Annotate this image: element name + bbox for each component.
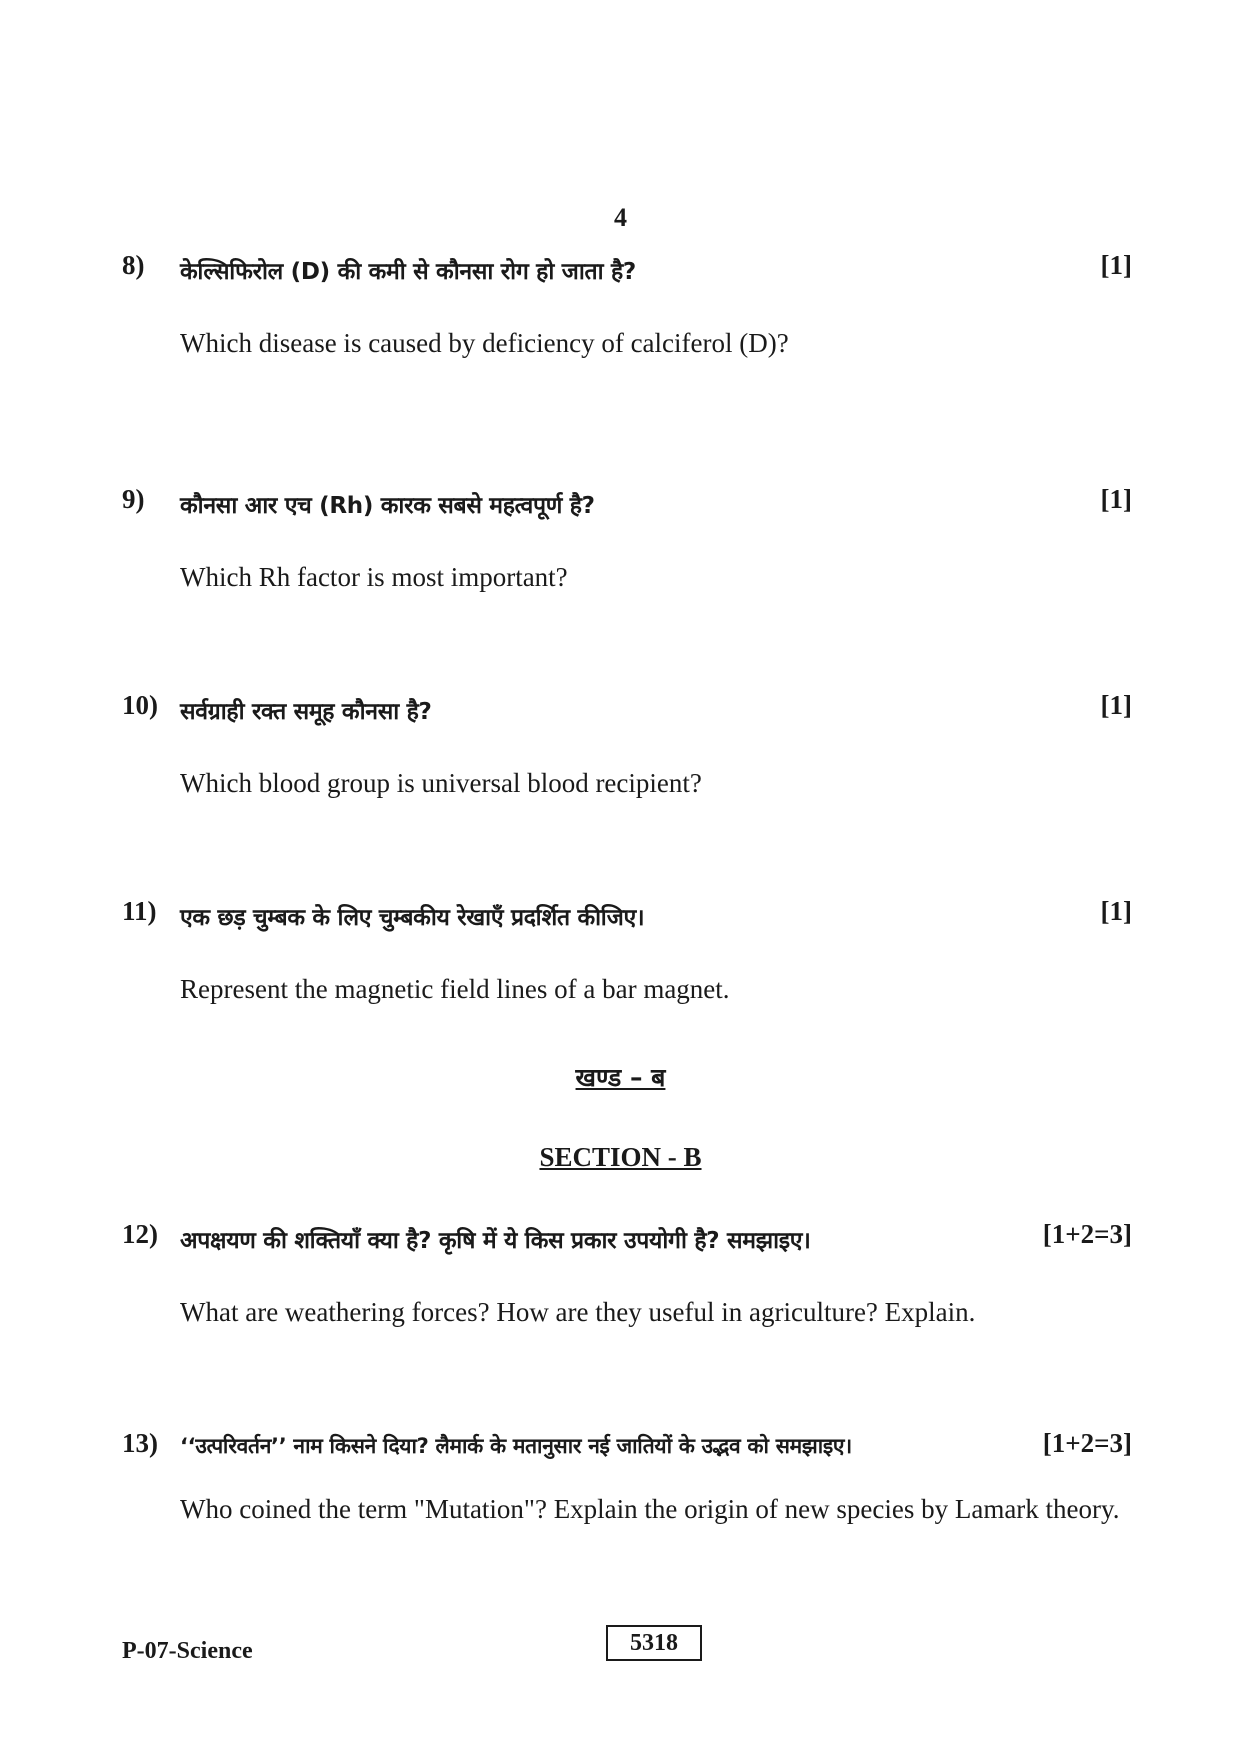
question-text-english: Who coined the term "Mutation"? Explain the origin of new species by Lamark theory.	[180, 1494, 1120, 1524]
question-marks: [1+2=3]	[1042, 1428, 1132, 1458]
question-number: 11)	[122, 896, 157, 926]
question-text-english: Which blood group is universal blood recipient?	[180, 768, 702, 798]
question-number: 9)	[122, 484, 145, 514]
question-text-hindi: एक छड़ चुम्बक के लिए चुम्बकीय रेखाएँ प्रदर्शित कीजिए।	[180, 905, 645, 931]
question-12	[122, 1219, 1132, 1331]
section-title-english: SECTION - B	[539, 1142, 702, 1172]
question-11	[122, 896, 1132, 1008]
question-marks: [1]	[1100, 250, 1132, 280]
question-13	[122, 1428, 1132, 1528]
question-text-hindi: कौनसा आर एच (Rh) कारक सबसे महत्वपूर्ण है?	[180, 493, 595, 519]
question-text-hindi: ‘‘उत्परिवर्तन’’ नाम किसने दिया? लैमार्क के मतानुसार नई जातियों के उद्भव को समझाइए।	[180, 1434, 852, 1458]
page-number: 4	[614, 203, 627, 232]
paper-number-box: 5318	[606, 1625, 702, 1661]
question-text-hindi: सर्वग्राही रक्त समूह कौनसा है?	[180, 699, 432, 725]
question-10	[122, 690, 1132, 802]
question-text-english: Which disease is caused by deficiency of calciferol (D)?	[180, 328, 789, 358]
question-marks: [1+2=3]	[1042, 1219, 1132, 1249]
question-text-english: Which Rh factor is most important?	[180, 562, 568, 592]
question-marks: [1]	[1100, 896, 1132, 926]
question-8	[122, 250, 1132, 362]
question-marks: [1]	[1100, 484, 1132, 514]
question-marks: [1]	[1100, 690, 1132, 720]
question-text-english: What are weathering forces? How are they useful in agriculture? Explain.	[180, 1297, 976, 1327]
question-text-english: Represent the magnetic field lines of a bar magnet.	[180, 974, 730, 1004]
question-9	[122, 484, 1132, 596]
paper-code: P-07-Science	[122, 1638, 253, 1664]
section-title-hindi: खण्ड – ब	[575, 1063, 666, 1092]
question-text-hindi: अपक्षयण की शक्तियाँ क्या है? कृषि में ये किस प्रकार उपयोगी है? समझाइए।	[180, 1228, 811, 1254]
question-text-hindi: केल्सिफिरोल (D) की कमी से कौनसा रोग हो जाता है?	[180, 259, 636, 285]
question-number: 12)	[122, 1219, 158, 1249]
question-number: 10)	[122, 690, 158, 720]
question-number: 8)	[122, 250, 145, 280]
question-number: 13)	[122, 1428, 158, 1458]
